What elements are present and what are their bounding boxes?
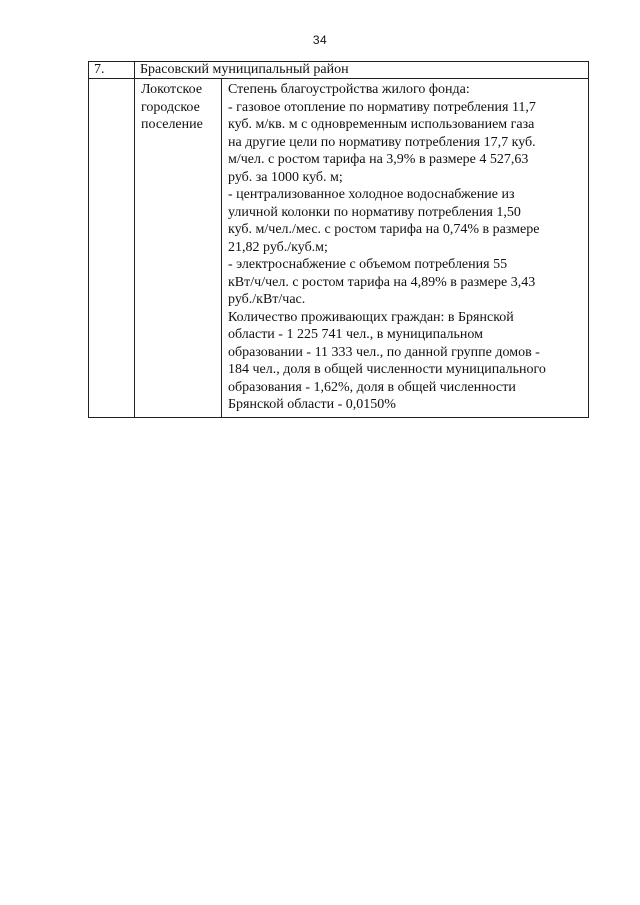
description-line: кВт/ч/чел. с ростом тарифа на 4,89% в размере 3,43: [228, 274, 536, 290]
page-number: 34: [312, 33, 328, 47]
settlement-line: городское: [141, 99, 200, 115]
description-line: образования - 1,62%, доля в общей численности: [228, 379, 516, 395]
description-line: на другие цели по нормативу потребления 17,7 куб.: [228, 134, 536, 150]
description-line: - газовое отопление по нормативу потребления 11,7: [228, 99, 536, 115]
table-row: [89, 62, 589, 79]
description-line: - централизованное холодное водоснабжение из: [228, 187, 515, 202]
description-line: руб. за 1000 куб. м;: [228, 169, 343, 185]
settlement-line: Локотское: [141, 82, 203, 97]
description-line: образовании - 11 333 чел., по данной группе домов -: [228, 344, 540, 360]
description-line: 21,82 руб./куб.м;: [228, 239, 328, 255]
description-line: куб. м/кв. м с одновременным использованием газа: [228, 117, 535, 132]
description-text: [222, 79, 589, 418]
description-line: Брянской области - 0,0150%: [228, 397, 396, 412]
description-line: 184 чел., доля в общей численности муниципального: [228, 362, 546, 377]
settlement-line: поселение: [141, 117, 203, 132]
description-line: области - 1 225 741 чел., в муниципальном: [228, 327, 483, 342]
description-line: уличной колонки по нормативу потребления 1,50: [228, 204, 521, 220]
table-row: [89, 79, 589, 418]
row-number: 7.: [89, 62, 135, 79]
description-line: Степень благоустройства жилого фонда:: [228, 82, 470, 97]
district-name: Брасовский муниципальный район: [135, 62, 589, 79]
description-line: куб. м/чел./мес. с ростом тарифа на 0,74% в размере: [228, 222, 540, 237]
data-table: [88, 61, 589, 418]
description-line: руб./кВт/час.: [228, 292, 306, 307]
empty-cell: [89, 79, 135, 418]
description-line: - электроснабжение с объемом потребления 55: [228, 257, 508, 272]
description-line: м/чел. с ростом тарифа на 3,9% в размере 4 527,63: [228, 152, 529, 167]
description-line: Количество проживающих граждан: в Брянской: [228, 309, 514, 325]
settlement-name: [135, 79, 222, 418]
